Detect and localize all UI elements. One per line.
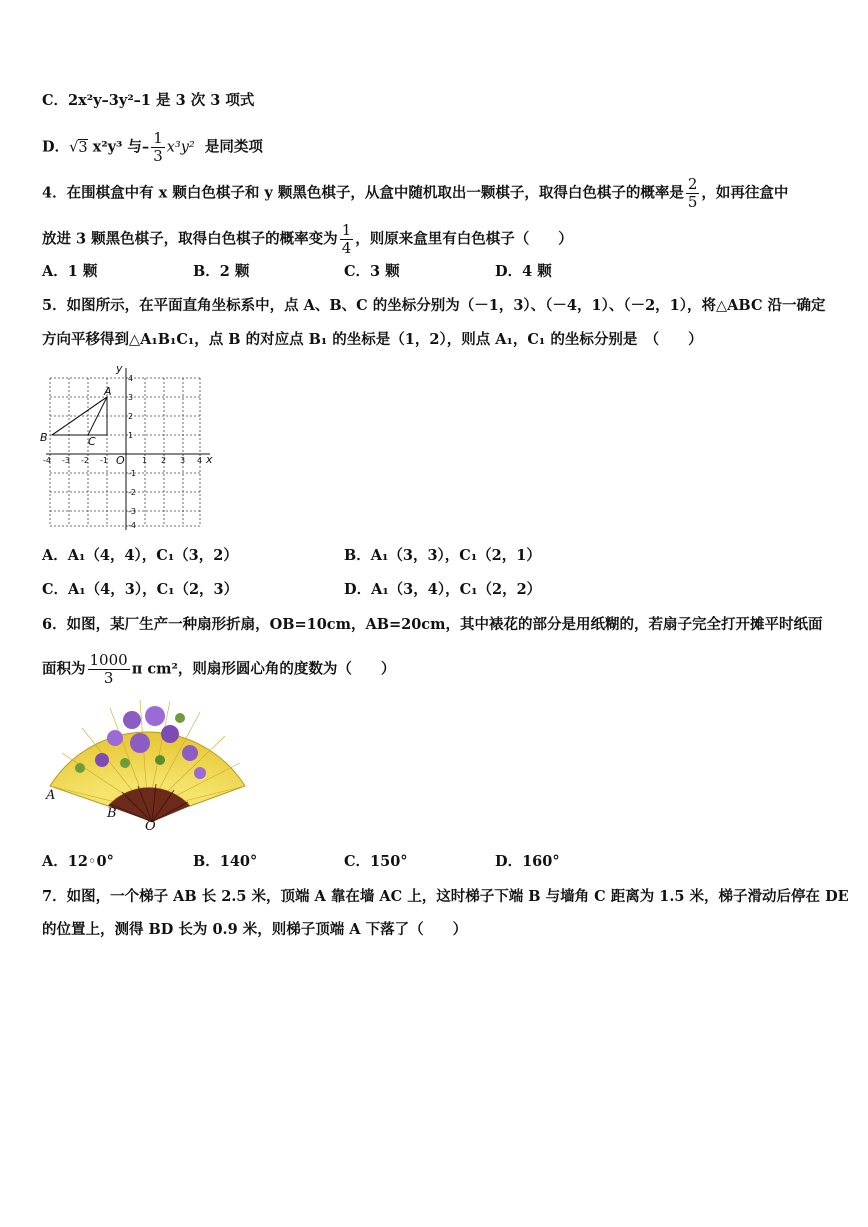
x-axis-label: x <box>206 453 213 466</box>
q4-option-d: D．4 颗 <box>495 263 552 280</box>
y-tick-label: -1 <box>128 469 136 478</box>
y-tick-label: -4 <box>128 521 136 530</box>
x-tick-label: -2 <box>81 456 89 465</box>
fraction-denominator: 4 <box>341 239 352 257</box>
q4-fraction-2 <box>340 222 354 257</box>
q6-option-b: B．140° <box>193 853 258 870</box>
coordinate-grid-figure <box>38 362 218 532</box>
grid-lines <box>50 378 203 526</box>
fraction-numerator: 1 <box>341 221 352 239</box>
fan-label-o: O <box>145 819 156 834</box>
sqrt-symbol: √ <box>69 139 79 156</box>
fraction-denominator: 3 <box>153 147 163 165</box>
fraction-denominator: 3 <box>103 669 114 687</box>
x-tick-label: 2 <box>161 456 167 465</box>
fraction-numerator: 1000 <box>89 651 128 669</box>
q5-line2: 方向平移得到△A₁B₁C₁，点 B 的对应点 B₁ 的坐标是（1，2），则点 A₁，C₁ 的坐标分别是 （ ） <box>42 331 703 348</box>
q6-fraction <box>88 652 130 687</box>
q3-option-d-radicand: 3 <box>78 139 88 156</box>
q4-line1-end: ，如再往盒中 <box>701 184 789 202</box>
q3-option-c: C．2x²y–3y²–1 是 3 次 3 项式 <box>42 92 255 109</box>
x-tick-label: 3 <box>180 456 186 465</box>
q3-option-d-term: x³y² <box>166 139 195 156</box>
fan-label-b: B <box>107 806 117 821</box>
q6-line2 <box>42 652 395 687</box>
q3-option-d-mid: x²y³ 与– <box>87 138 150 156</box>
q6-option-d: D．160° <box>495 853 560 870</box>
fan-label-a: A <box>46 788 56 803</box>
q6-line2-end: π cm²，则扇形圆心角的度数为（ ） <box>131 660 396 678</box>
y-tick-label: -3 <box>128 507 136 516</box>
fraction-numerator: 2 <box>687 175 698 193</box>
q7-line1: 7．如图，一个梯子 AB 长 2.5 米，顶端 A 靠在墙 AC 上，这时梯子下端 B 与墙角 C 距离为 1.5 米，梯子滑动后停在 DE <box>42 888 849 905</box>
y-tick-label: 1 <box>128 431 134 440</box>
q5-option-c: C．A₁（4，3），C₁（2，3） <box>42 581 239 598</box>
folding-fan-figure <box>40 698 250 838</box>
q4-line2-text: 放进 3 颗黑色棋子，取得白色棋子的概率变为 <box>42 230 338 248</box>
x-tick-label: -4 <box>43 456 51 465</box>
q4-line2-end: ，则原来盒里有白色棋子（ ） <box>355 230 573 248</box>
x-tick-label: 4 <box>197 456 203 465</box>
point-c-label: C <box>88 435 96 448</box>
fraction-denominator: 5 <box>687 193 698 211</box>
y-axis-label: y <box>116 362 123 375</box>
q5-option-b: B．A₁（3，3），C₁（2，1） <box>344 547 541 564</box>
q4-option-c: C．3 颗 <box>344 263 400 280</box>
x-tick-label: 1 <box>142 456 148 465</box>
point-a-label: A <box>104 385 112 398</box>
q6-option-a: A．12◦0° <box>42 853 114 870</box>
q7-line2: 的位置上，测得 BD 长为 0.9 米，则梯子顶端 A 下落了（ ） <box>42 921 468 938</box>
q5-option-a: A．A₁（4，4），C₁（3，2） <box>42 547 238 564</box>
x-tick-label: -3 <box>62 456 70 465</box>
q5-line1: 5．如图所示，在平面直角坐标系中，点 A、B、C 的坐标分别为（－1，3）、（－4，1）、（－2，1），将△ABC 沿一确定 <box>42 297 826 314</box>
q4-line2 <box>42 222 573 257</box>
origin-label: O <box>116 454 125 467</box>
q4-line1-text: 4．在围棋盒中有 x 颗白色棋子和 y 颗黑色棋子，从盒中随机取出一颗棋子，取得白色棋子的概率是 <box>42 184 684 202</box>
point-b-label: B <box>40 431 48 444</box>
q4-fraction-1 <box>686 176 700 211</box>
q3-option-d <box>42 130 263 165</box>
y-tick-label: -2 <box>128 488 136 497</box>
q6-option-c: C．150° <box>344 853 408 870</box>
q3-option-d-suffix: 是同类项 <box>204 138 263 156</box>
q4-line1 <box>42 176 788 211</box>
q3-option-d-prefix: D． <box>42 138 70 156</box>
x-tick-label: -1 <box>100 456 108 465</box>
q6-line2-text: 面积为 <box>42 660 86 678</box>
y-tick-label: 2 <box>128 412 134 421</box>
q6-line1: 6．如图，某厂生产一种扇形折扇，OB=10cm，AB=20cm，其中裱花的部分是用纸糊的，若扇子完全打开摊平时纸面 <box>42 616 823 633</box>
y-tick-label: 4 <box>128 374 134 383</box>
q4-option-a: A．1 颗 <box>42 263 98 280</box>
q4-option-b: B．2 颗 <box>193 263 250 280</box>
q5-option-d: D．A₁（3，4），C₁（2，2） <box>344 581 542 598</box>
y-tick-label: 3 <box>128 393 134 402</box>
fraction-numerator: 1 <box>153 129 163 147</box>
q3-option-d-fraction <box>151 130 165 165</box>
